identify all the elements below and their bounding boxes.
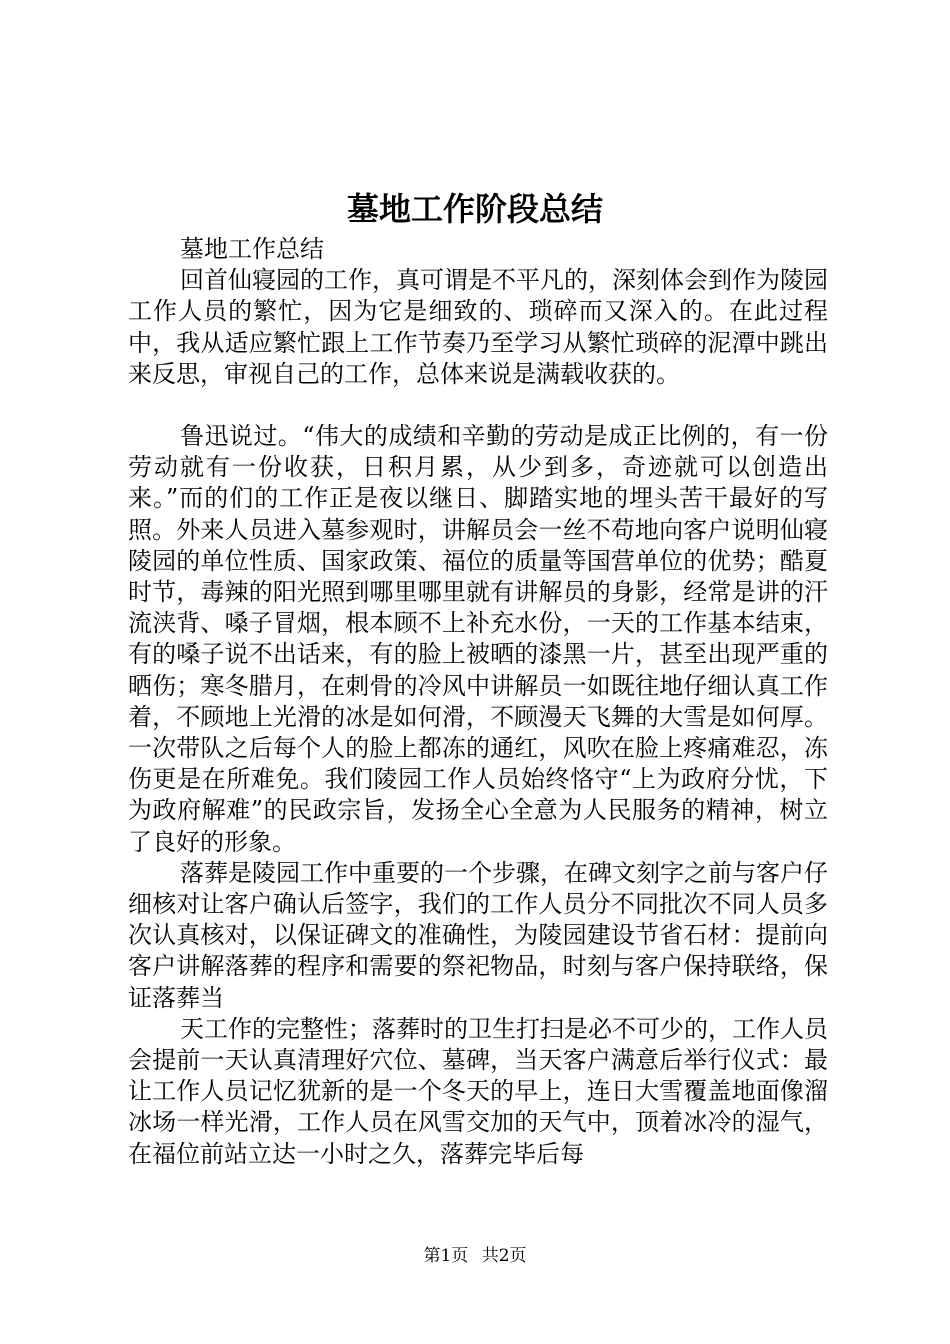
document-body — [128, 234, 828, 1170]
page-total: 共2页 — [481, 1246, 527, 1266]
document-title: 墓地工作阶段总结 — [346, 190, 603, 228]
page-number: 第1页 — [423, 1246, 469, 1266]
page-footer — [0, 1244, 950, 1268]
paragraph-2: 鲁迅说过。“伟大的成绩和辛勤的劳动是成正比例的，有一份劳动就有一份收获，日积月累，从少到多，奇迹就可以创造出来。”而的们的工作正是夜以继日、脚踏实地的埋头苦干最好的写照。外来人员进入墓参观时，讲解员会一丝不苟地向客户说明仙寝陵园的单位性质、国家政策、福位的质量等国营单位的优势；酷夏时节，毒辣的阳光照到哪里哪里就有讲解员的身影，经常是讲的汗流浃背、嗓子冒烟，根本顾不上补充水份，一天的工作基本结束，有的嗓子说不出话来，有的脸上被晒的漆黑一片，甚至出现严重的晒伤；寒冬腊月，在刺骨的冷风中讲解员一如既往地仔细认真工作着，不顾地上光滑的冰是如何滑，不顾漫天飞舞的大雪是如何厚。一次带队之后每个人的脸上都冻的通红，风吹在脸上疼痛难忍，冻伤更是在所难免。我们陵园工作人员始终恪守“上为政府分忧，下为政府解难”的民政宗旨，发扬全心全意为人民服务的精神，树立了良好的形象。 — [128, 422, 828, 856]
paragraph-4: 天工作的完整性；落葬时的卫生打扫是必不可少的，工作人员会提前一天认真清理好穴位、墓碑，当天客户满意后举行仪式：最让工作人员记忆犹新的是一个冬天的早上，连日大雪覆盖地面像溜冰场一样光滑，工作人员在风雪交加的天气中，顶着冰冷的湿气，在福位前站立达一小时之久，落葬完毕后每 — [128, 1014, 828, 1168]
paragraph-3: 落葬是陵园工作中重要的一个步骤，在碑文刻字之前与客户仔细核对让客户确认后签字，我们的工作人员分不同批次不同人员多次认真核对，以保证碑文的准确性，为陵园建设节省石材：提前向客户讲解落葬的程序和需要的祭祀物品，时刻与客户保持联络，保证落葬当 — [128, 858, 828, 1012]
paragraph-1: 回首仙寝园的工作，真可谓是不平凡的，深刻体会到作为陵园工作人员的繁忙，因为它是细致的、琐碎而又深入的。在此过程中，我从适应繁忙跟上工作节奏乃至学习从繁忙琐碎的泥潭中跳出来反思，审视自己的工作，总体来说是满载收获的。 — [128, 266, 828, 388]
paragraph-subtitle: 墓地工作总结 — [180, 235, 324, 263]
